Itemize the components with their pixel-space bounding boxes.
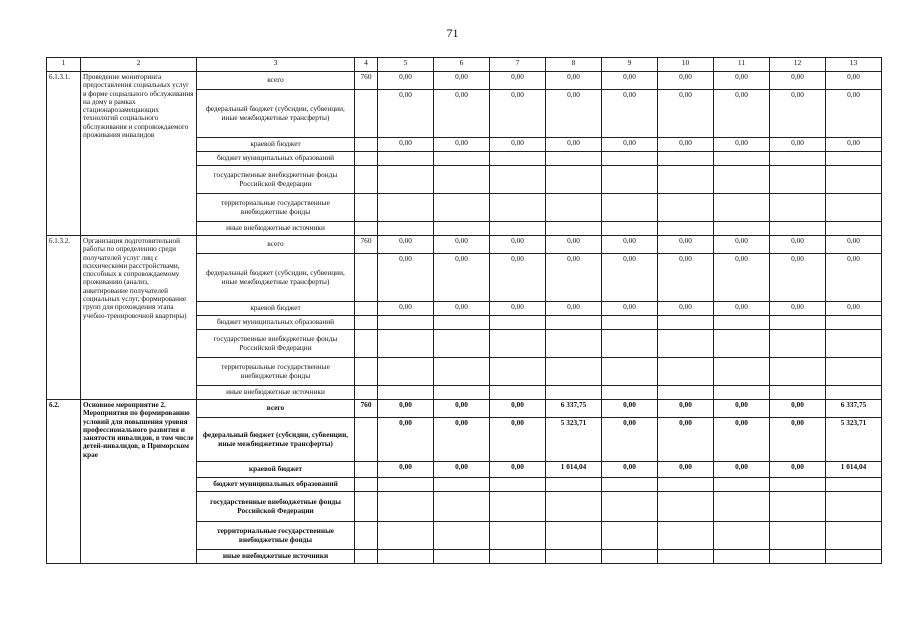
budget-table: [46, 57, 882, 564]
col4-cell: [355, 302, 378, 316]
value-cell: 0,00: [434, 418, 490, 462]
funding-source: иные внебюджетные источники: [197, 550, 355, 564]
funding-source: территориальные государственные внебюджетные фонды: [197, 194, 355, 222]
value-cell: 0,00: [826, 138, 882, 152]
value-cell: 0,00: [770, 90, 826, 138]
col4-cell: [355, 316, 378, 330]
value-cell: 0,00: [658, 302, 714, 316]
col4-cell: [355, 166, 378, 194]
col4-cell: [355, 90, 378, 138]
value-cell: [658, 550, 714, 564]
value-cell: 0,00: [602, 72, 658, 90]
value-cell: [658, 152, 714, 166]
value-cell: 0,00: [490, 302, 546, 316]
funding-source: бюджет муниципальных образований: [197, 316, 355, 330]
value-cell: 0,00: [714, 462, 770, 478]
col4-cell: [355, 522, 378, 550]
value-cell: [770, 166, 826, 194]
value-cell: [490, 550, 546, 564]
value-cell: 0,00: [714, 302, 770, 316]
column-header: 9: [602, 58, 658, 72]
value-cell: [658, 522, 714, 550]
column-header: 6: [434, 58, 490, 72]
value-cell: [770, 522, 826, 550]
value-cell: [490, 222, 546, 236]
value-cell: [714, 166, 770, 194]
value-cell: 0,00: [826, 236, 882, 254]
value-cell: [602, 194, 658, 222]
column-header: 11: [714, 58, 770, 72]
value-cell: [546, 522, 602, 550]
col4-cell: [355, 194, 378, 222]
value-cell: 0,00: [434, 400, 490, 418]
value-cell: [546, 478, 602, 492]
value-cell: 0,00: [546, 254, 602, 302]
value-cell: [378, 316, 434, 330]
value-cell: [546, 330, 602, 358]
value-cell: [714, 478, 770, 492]
funding-source: бюджет муниципальных образований: [197, 152, 355, 166]
col4-cell: [355, 138, 378, 152]
value-cell: [770, 386, 826, 400]
value-cell: 0,00: [658, 138, 714, 152]
value-cell: 0,00: [378, 302, 434, 316]
value-cell: [658, 358, 714, 386]
value-cell: 0,00: [770, 138, 826, 152]
value-cell: [434, 522, 490, 550]
col4-cell: [355, 386, 378, 400]
value-cell: [770, 194, 826, 222]
funding-source: территориальные государственные внебюджетные фонды: [197, 358, 355, 386]
table-row: [47, 400, 882, 418]
value-cell: 0,00: [714, 72, 770, 90]
value-cell: [714, 152, 770, 166]
funding-source: федеральный бюджет (субсидии, субвенции, иные межбюджетные трансферты): [197, 254, 355, 302]
funding-source: краевой бюджет: [197, 302, 355, 316]
value-cell: 0,00: [770, 400, 826, 418]
value-cell: [434, 316, 490, 330]
value-cell: [546, 222, 602, 236]
value-cell: [378, 358, 434, 386]
value-cell: [434, 152, 490, 166]
value-cell: 0,00: [434, 302, 490, 316]
value-cell: [378, 386, 434, 400]
value-cell: 5 323,71: [826, 418, 882, 462]
value-cell: [770, 222, 826, 236]
value-cell: [434, 166, 490, 194]
value-cell: [714, 492, 770, 522]
value-cell: [714, 194, 770, 222]
funding-source: территориальные государственные внебюджетные фонды: [197, 522, 355, 550]
value-cell: 0,00: [378, 236, 434, 254]
value-cell: 0,00: [546, 236, 602, 254]
funding-source: федеральный бюджет (субсидии, субвенции, иные межбюджетные трансферты): [197, 418, 355, 462]
value-cell: 0,00: [490, 138, 546, 152]
value-cell: 0,00: [658, 462, 714, 478]
funding-source: всего: [197, 72, 355, 90]
value-cell: [434, 478, 490, 492]
funding-source: иные внебюджетные источники: [197, 386, 355, 400]
value-cell: 0,00: [378, 72, 434, 90]
value-cell: [826, 330, 882, 358]
value-cell: 0,00: [826, 302, 882, 316]
value-cell: [714, 522, 770, 550]
col4-cell: [355, 330, 378, 358]
value-cell: [770, 492, 826, 522]
value-cell: 0,00: [826, 90, 882, 138]
col4-cell: 760: [355, 236, 378, 254]
value-cell: 0,00: [602, 400, 658, 418]
funding-source: бюджет муниципальных образований: [197, 478, 355, 492]
value-cell: 0,00: [378, 400, 434, 418]
page-number: 71: [446, 26, 459, 40]
value-cell: 0,00: [714, 400, 770, 418]
col4-cell: [355, 418, 378, 462]
value-cell: 0,00: [602, 302, 658, 316]
funding-source: всего: [197, 236, 355, 254]
value-cell: 0,00: [826, 72, 882, 90]
value-cell: [826, 152, 882, 166]
value-cell: [490, 316, 546, 330]
value-cell: [434, 330, 490, 358]
value-cell: 1 014,04: [826, 462, 882, 478]
value-cell: [490, 330, 546, 358]
value-cell: 0,00: [658, 72, 714, 90]
value-cell: [602, 522, 658, 550]
value-cell: [490, 152, 546, 166]
value-cell: [714, 550, 770, 564]
value-cell: [826, 522, 882, 550]
funding-source: иные внебюджетные источники: [197, 222, 355, 236]
value-cell: 6 337,75: [546, 400, 602, 418]
value-cell: 0,00: [658, 90, 714, 138]
value-cell: [826, 166, 882, 194]
col4-cell: 760: [355, 400, 378, 418]
value-cell: [602, 492, 658, 522]
column-header: 1: [47, 58, 81, 72]
value-cell: [714, 386, 770, 400]
activity-name: Организация подготовительной работы по определению среди получателей услуг лиц с психическими расстройствами, способных к сопровождаемому проживанию (анализ, анкетирование получателей социальных услуг, формирование групп для прохождения этапа учебно-тренировочной квартиры): [81, 236, 197, 400]
value-cell: [490, 194, 546, 222]
value-cell: [658, 166, 714, 194]
value-cell: 0,00: [602, 138, 658, 152]
column-header: 2: [81, 58, 197, 72]
col4-cell: [355, 478, 378, 492]
col4-cell: [355, 222, 378, 236]
value-cell: 5 323,71: [546, 418, 602, 462]
value-cell: 0,00: [770, 462, 826, 478]
value-cell: 0,00: [546, 72, 602, 90]
value-cell: [770, 550, 826, 564]
value-cell: [658, 386, 714, 400]
value-cell: [826, 358, 882, 386]
value-cell: [546, 152, 602, 166]
value-cell: 0,00: [770, 302, 826, 316]
value-cell: [490, 358, 546, 386]
value-cell: [378, 522, 434, 550]
value-cell: 0,00: [714, 90, 770, 138]
funding-source: всего: [197, 400, 355, 418]
value-cell: [546, 550, 602, 564]
value-cell: 0,00: [658, 236, 714, 254]
value-cell: 0,00: [770, 236, 826, 254]
value-cell: [602, 358, 658, 386]
col4-cell: [355, 492, 378, 522]
value-cell: 0,00: [714, 254, 770, 302]
funding-source: государственные внебюджетные фонды Российской Федерации: [197, 166, 355, 194]
value-cell: [770, 152, 826, 166]
value-cell: [658, 222, 714, 236]
value-cell: 0,00: [378, 418, 434, 462]
value-cell: [658, 330, 714, 358]
value-cell: 0,00: [546, 302, 602, 316]
column-header: 13: [826, 58, 882, 72]
value-cell: [770, 478, 826, 492]
value-cell: [826, 386, 882, 400]
value-cell: [602, 316, 658, 330]
value-cell: 0,00: [434, 254, 490, 302]
value-cell: 0,00: [434, 72, 490, 90]
value-cell: 0,00: [490, 418, 546, 462]
value-cell: [434, 194, 490, 222]
value-cell: 0,00: [490, 462, 546, 478]
value-cell: [546, 386, 602, 400]
value-cell: [714, 358, 770, 386]
funding-source: государственные внебюджетные фонды Российской Федерации: [197, 492, 355, 522]
value-cell: [714, 316, 770, 330]
value-cell: 6 337,75: [826, 400, 882, 418]
value-cell: [378, 152, 434, 166]
value-cell: [602, 386, 658, 400]
value-cell: 0,00: [714, 236, 770, 254]
value-cell: [546, 358, 602, 386]
value-cell: 0,00: [770, 72, 826, 90]
column-header: 5: [378, 58, 434, 72]
value-cell: [378, 194, 434, 222]
column-header: 12: [770, 58, 826, 72]
value-cell: [714, 222, 770, 236]
funding-source: краевой бюджет: [197, 138, 355, 152]
value-cell: [546, 316, 602, 330]
col4-cell: [355, 254, 378, 302]
value-cell: [714, 330, 770, 358]
value-cell: [434, 222, 490, 236]
col4-cell: [355, 550, 378, 564]
value-cell: 0,00: [602, 236, 658, 254]
funding-source: федеральный бюджет (субсидии, субвенции, иные межбюджетные трансферты): [197, 90, 355, 138]
value-cell: [602, 166, 658, 194]
row-code: 6.1.3.1.: [47, 72, 81, 236]
activity-name: Проведение мониторинга предоставления социальных услуг в форме социального обслуживания на дому в рамках стационарозамещающих технологий социального обслуживания и сопровождаемого проживания инвалидов: [81, 72, 197, 236]
value-cell: [490, 166, 546, 194]
value-cell: [602, 222, 658, 236]
col4-cell: [355, 462, 378, 478]
value-cell: 0,00: [770, 254, 826, 302]
column-header: 8: [546, 58, 602, 72]
value-cell: 0,00: [602, 418, 658, 462]
value-cell: [826, 550, 882, 564]
value-cell: 0,00: [490, 90, 546, 138]
value-cell: [658, 492, 714, 522]
value-cell: 0,00: [714, 138, 770, 152]
value-cell: [546, 166, 602, 194]
value-cell: 0,00: [658, 418, 714, 462]
funding-source: государственные внебюджетные фонды Российской Федерации: [197, 330, 355, 358]
value-cell: [826, 222, 882, 236]
value-cell: 0,00: [378, 254, 434, 302]
value-cell: [826, 478, 882, 492]
col4-cell: [355, 358, 378, 386]
value-cell: 0,00: [378, 462, 434, 478]
value-cell: [378, 222, 434, 236]
funding-source: краевой бюджет: [197, 462, 355, 478]
value-cell: 0,00: [434, 90, 490, 138]
value-cell: [602, 330, 658, 358]
value-cell: 0,00: [490, 236, 546, 254]
value-cell: [434, 492, 490, 522]
column-header: 7: [490, 58, 546, 72]
value-cell: [546, 492, 602, 522]
value-cell: [378, 478, 434, 492]
value-cell: [434, 358, 490, 386]
table-row: [47, 236, 882, 254]
value-cell: [602, 478, 658, 492]
value-cell: 0,00: [658, 254, 714, 302]
value-cell: [770, 358, 826, 386]
value-cell: [658, 478, 714, 492]
value-cell: [490, 386, 546, 400]
value-cell: [490, 478, 546, 492]
value-cell: 0,00: [826, 254, 882, 302]
value-cell: [826, 492, 882, 522]
value-cell: 0,00: [490, 72, 546, 90]
value-cell: 0,00: [602, 254, 658, 302]
header-row: [47, 58, 882, 72]
value-cell: [658, 316, 714, 330]
value-cell: [602, 550, 658, 564]
value-cell: 0,00: [602, 90, 658, 138]
value-cell: 0,00: [546, 138, 602, 152]
value-cell: [770, 316, 826, 330]
value-cell: 0,00: [714, 418, 770, 462]
value-cell: [826, 316, 882, 330]
value-cell: [378, 492, 434, 522]
value-cell: [546, 194, 602, 222]
col4-cell: 760: [355, 72, 378, 90]
value-cell: 0,00: [434, 236, 490, 254]
value-cell: [434, 386, 490, 400]
value-cell: 0,00: [658, 400, 714, 418]
value-cell: 0,00: [378, 138, 434, 152]
value-cell: [378, 550, 434, 564]
column-header: 3: [197, 58, 355, 72]
value-cell: [602, 152, 658, 166]
table-row: [47, 72, 882, 90]
column-header: 4: [355, 58, 378, 72]
value-cell: 1 014,04: [546, 462, 602, 478]
value-cell: 0,00: [546, 90, 602, 138]
value-cell: [378, 330, 434, 358]
value-cell: [434, 550, 490, 564]
value-cell: 0,00: [434, 462, 490, 478]
value-cell: 0,00: [434, 138, 490, 152]
value-cell: [826, 194, 882, 222]
value-cell: [658, 194, 714, 222]
row-code: 6.1.3.2.: [47, 236, 81, 400]
value-cell: [378, 166, 434, 194]
value-cell: [490, 492, 546, 522]
value-cell: [770, 330, 826, 358]
value-cell: 0,00: [490, 254, 546, 302]
row-code: 6.2.: [47, 400, 81, 564]
col4-cell: [355, 152, 378, 166]
activity-name: Основное мероприятие 2. Мероприятия по формированию условий для повышения уровня профессионального развития и занятости инвалидов, в том числе детей-инвалидов, в Приморском крае: [81, 400, 197, 564]
column-header: 10: [658, 58, 714, 72]
value-cell: 0,00: [490, 400, 546, 418]
value-cell: 0,00: [770, 418, 826, 462]
value-cell: 0,00: [378, 90, 434, 138]
value-cell: [490, 522, 546, 550]
value-cell: 0,00: [602, 462, 658, 478]
